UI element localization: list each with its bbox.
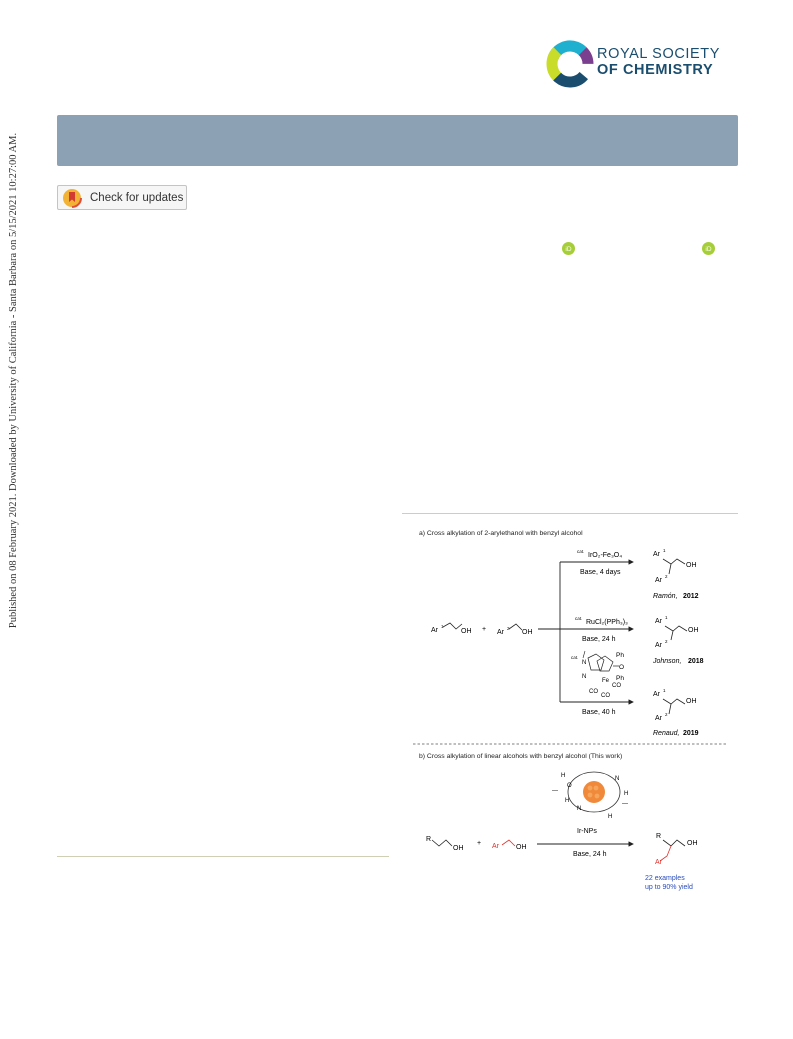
svg-text:Ar: Ar — [492, 843, 499, 850]
svg-text:R: R — [656, 833, 662, 840]
ref-author: Ramón, — [653, 593, 678, 600]
reaction-scheme — [405, 520, 740, 900]
rsc-logo-icon — [545, 34, 595, 94]
svg-text:cat.: cat. — [577, 549, 585, 554]
reactant-linear-alcohol — [426, 836, 464, 852]
svg-text:1: 1 — [665, 615, 668, 620]
reaction-1-conditions — [577, 549, 622, 576]
svg-text:cat.: cat. — [571, 655, 579, 660]
download-note — [2, 132, 26, 628]
panel-a-title: a) Cross alkylation of 2-arylethanol with benzyl alcohol — [419, 530, 583, 537]
download-note-text: Published on 08 February 2021. Downloaded by University of California - Santa Barbara on 5/15/2021 10:27:00 AM. — [8, 132, 20, 628]
svg-text:H: H — [608, 814, 613, 820]
svg-text:N: N — [577, 806, 582, 812]
svg-text:2: 2 — [665, 574, 668, 579]
svg-text:Ph: Ph — [616, 652, 624, 659]
orcid-label: iD — [565, 246, 572, 253]
svg-text:IrO₂-Fe₃O₄: IrO₂-Fe₃O₄ — [588, 552, 623, 559]
svg-text:H: H — [561, 773, 566, 779]
svg-text:N: N — [615, 776, 620, 782]
yield-note: up to 90% yield — [645, 884, 693, 891]
svg-text:Ph: Ph — [616, 675, 624, 682]
svg-text:N: N — [582, 674, 587, 680]
svg-text:CO: CO — [589, 689, 598, 695]
ir-nanoparticle-cage — [552, 772, 628, 820]
reaction-2-conditions — [575, 616, 628, 643]
ref-year: 2019 — [683, 730, 699, 737]
crossmark-icon — [62, 188, 82, 208]
ref-author: Johnson, — [653, 658, 682, 665]
svg-text:—: — — [552, 788, 558, 794]
svg-text:O: O — [619, 664, 625, 671]
article-banner — [57, 115, 738, 166]
svg-text:1: 1 — [663, 688, 666, 693]
ir-np-catalyst: Ir-NPs — [577, 828, 597, 835]
svg-text:CO: CO — [612, 683, 621, 689]
svg-text:OH: OH — [453, 845, 464, 852]
reactant-arylethanol — [431, 623, 472, 635]
logo-line-1: ROYAL SOCIETY — [597, 46, 721, 62]
svg-text:Ar: Ar — [653, 551, 660, 558]
svg-text:Base, 40 h: Base, 40 h — [582, 709, 616, 716]
svg-text:H: H — [624, 791, 629, 797]
svg-text:Ar: Ar — [655, 859, 662, 866]
svg-text:OH: OH — [688, 627, 699, 634]
svg-text:1: 1 — [441, 624, 444, 629]
svg-text:Ar: Ar — [655, 577, 662, 584]
svg-text:Base, 4 days: Base, 4 days — [580, 569, 621, 576]
svg-text:cat.: cat. — [575, 616, 583, 621]
svg-text:Fe: Fe — [602, 678, 610, 684]
svg-text:Ar: Ar — [655, 618, 662, 625]
svg-text:OH: OH — [522, 629, 533, 636]
reactant-benzyl-alcohol — [497, 624, 533, 636]
svg-text:2: 2 — [665, 639, 668, 644]
plus-sign: + — [477, 840, 482, 847]
product-2 — [652, 615, 704, 665]
svg-text:OH: OH — [461, 628, 472, 635]
ref-year: 2012 — [683, 593, 699, 600]
svg-text:Ar: Ar — [653, 691, 660, 698]
reactant-benzyl-alcohol-b — [492, 840, 527, 851]
svg-text:R: R — [426, 836, 432, 843]
orcid-label: iD — [705, 246, 712, 253]
svg-text:OH: OH — [686, 562, 697, 569]
svg-text:OH: OH — [516, 844, 527, 851]
svg-text:—: — — [622, 801, 628, 807]
svg-text:OH: OH — [687, 840, 698, 847]
plus-sign: + — [482, 626, 487, 633]
svg-text:2: 2 — [665, 712, 668, 717]
svg-text:Ar: Ar — [655, 642, 662, 649]
svg-text:CO: CO — [601, 693, 610, 699]
orcid-icon[interactable] — [702, 242, 715, 255]
iron-catalyst-structure — [571, 651, 624, 716]
rsc-logo[interactable] — [545, 34, 745, 94]
product-1 — [653, 548, 699, 600]
svg-text:H: H — [565, 798, 570, 804]
ref-author: Renaud, — [653, 730, 680, 737]
svg-text:OH: OH — [686, 698, 697, 705]
svg-text:RuCl₂(PPh₃)₃: RuCl₂(PPh₃)₃ — [586, 619, 628, 626]
reaction-scheme-figure — [405, 520, 740, 900]
svg-text:O: O — [567, 783, 572, 789]
check-for-updates-label: Check for updates — [90, 191, 184, 204]
orcid-icon[interactable] — [562, 242, 575, 255]
svg-text:1: 1 — [663, 548, 666, 553]
product-3 — [653, 688, 699, 737]
examples-count: 22 examples — [645, 875, 685, 882]
svg-text:Ar: Ar — [497, 629, 504, 636]
svg-text:2: 2 — [507, 626, 510, 631]
this-work-conditions: Base, 24 h — [573, 851, 607, 858]
logo-line-2: OF CHEMISTRY — [597, 62, 714, 78]
panel-b-title: b) Cross alkylation of linear alcohols with benzyl alcohol (This work) — [419, 753, 623, 760]
scheme-top-rule — [402, 513, 738, 514]
svg-text:N: N — [582, 660, 587, 666]
ref-year: 2018 — [688, 658, 704, 665]
column-end-rule — [57, 856, 389, 857]
svg-text:Base, 24 h: Base, 24 h — [582, 636, 616, 643]
check-for-updates-button[interactable] — [57, 185, 187, 210]
svg-text:Ar: Ar — [431, 627, 438, 634]
svg-text:Ar: Ar — [655, 715, 662, 722]
product-this-work — [655, 833, 698, 866]
